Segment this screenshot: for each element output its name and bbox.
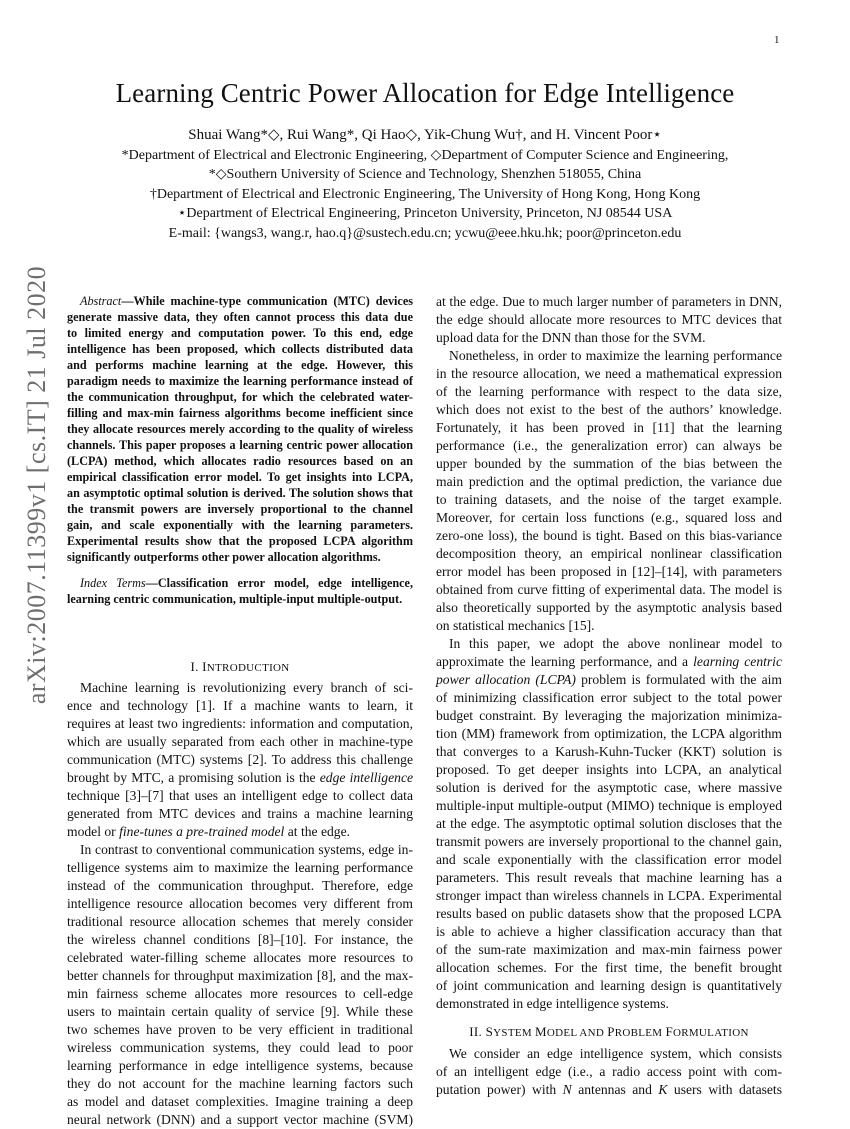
body-line: parameters. This result reveals that machine learning has a	[436, 870, 782, 885]
body-line: the wireless channel conditions [8]–[10]. For instance, the	[67, 932, 413, 947]
author-block	[60, 126, 790, 243]
abstract-line: they allocate resources merely according to the quality of wireless	[67, 422, 413, 436]
body-line: Nonetheless, in order to maximize the learning performance	[449, 348, 782, 363]
affiliation-4: ⋆Department of Electrical Engineering, Princeton University, Princeton, NJ 08544 USA	[177, 206, 673, 221]
section-heading-part: M	[535, 1024, 547, 1039]
abstract-line: gain, and scale exponentially with the learning parameters.	[67, 518, 413, 532]
page-number: 1	[774, 34, 780, 46]
body-line: min fairness scheme allocates more resources to cell-edge	[67, 986, 413, 1001]
body-line: on statistical mechanics [15].	[436, 618, 595, 633]
body-text: model or	[67, 824, 120, 839]
body-line: allocation schemes. For the first time, the benefit brought	[436, 960, 782, 975]
body-line: the edge should allocate more resources to MTC devices that	[436, 312, 782, 327]
body-line: Machine learning is revolutionizing every branch of sci-	[80, 680, 413, 695]
body-text: putation power) with	[436, 1082, 563, 1097]
author-names: Shuai Wang*◇, Rui Wang*, Qi Hao◇, Yik-Chung Wu†, and H. Vincent Poor⋆	[188, 127, 662, 143]
body-line: also theoretically supported by the asymptotic analysis based	[436, 600, 782, 615]
abstract-line: filling and max-min fairness algorithms become inefficient since	[67, 406, 413, 420]
section-heading-part: P	[607, 1024, 615, 1039]
arxiv-id: arXiv:2007.11399v1 [cs.IT] 21 Jul 2020	[22, 265, 51, 705]
index-terms-line	[67, 575, 413, 591]
section-heading-part: ROBLEM	[614, 1027, 666, 1039]
body-line: We consider an edge intelligence system, which consists	[449, 1046, 782, 1061]
abstract-line: Experimental results show that the proposed LCPA algorithm	[67, 534, 413, 548]
body-line	[436, 671, 782, 689]
body-line: decomposition theory, an empirical nonlinear classification	[436, 546, 782, 561]
body-text: brought by MTC, a promising solution is the	[67, 770, 320, 785]
body-line: generated from MTC devices and trains a machine learning	[67, 806, 413, 821]
abstract-label: Abstract	[80, 294, 122, 308]
body-line: demonstrated in edge intelligence systems.	[436, 996, 669, 1011]
body-line: requires at least two ingredients: information and computation,	[67, 716, 413, 731]
body-line: main prediction and the optimal prediction, the variance due	[436, 474, 782, 489]
abstract-line: empirical classification error model. To get insights into LCPA,	[67, 470, 413, 484]
body-text: users with datasets	[667, 1082, 782, 1097]
body-text: antennas and	[571, 1082, 659, 1097]
body-line: two schemes have proven to be very efficient in traditional	[67, 1022, 413, 1037]
right-column	[436, 293, 782, 1099]
section-heading-system-model	[436, 1023, 782, 1041]
body-line: intelligence resource allocation becomes very different from	[67, 896, 413, 911]
body-line: as model and dataset complexities. Imagine training a deep	[67, 1094, 413, 1109]
body-line: celebrated water-filling scheme allocates more resources to	[67, 950, 413, 965]
section-heading-rest: NTRODUCTION	[206, 662, 290, 674]
body-line: that converges to a Karush-Kuhn-Tucker (KKT) solution is	[436, 744, 782, 759]
section-heading-part: F	[665, 1024, 673, 1039]
body-line: In this paper, we adopt the above nonlinear model to	[449, 636, 782, 651]
index-terms-text: —Classification error model, edge intelligence,	[145, 576, 414, 590]
section-heading-part: II. S	[469, 1024, 494, 1039]
affiliation-1: *Department of Electrical and Electronic Engineering, ◇Department of Computer Science and Engineering,	[121, 147, 729, 163]
body-line: neural network (DNN) and a support vector machine (SVM)	[67, 1112, 413, 1127]
section-heading-part: YSTEM	[493, 1027, 536, 1039]
body-line: in the resource allocation, we need a mathematical expression	[436, 366, 782, 381]
math-variable: K	[658, 1082, 668, 1097]
body-line	[436, 653, 782, 671]
section-heading-part: ODEL AND	[546, 1027, 608, 1039]
section-heading-introduction	[67, 658, 413, 676]
affiliation-2: *◇Southern University of Science and Technology, Shenzhen 518055, China	[208, 167, 642, 182]
abstract-line: an asymptotic optimal solution is derived. The solution shows that	[67, 486, 413, 500]
body-line: to training datasets, and the noise of the target example.	[436, 492, 782, 507]
body-line: and scale exponentially with the classification error model	[436, 852, 782, 867]
section-heading-part: ORMULATION	[672, 1027, 749, 1039]
body-line: In contrast to conventional communication systems, edge in-	[80, 842, 413, 857]
math-variable: N	[562, 1082, 572, 1097]
body-line: is able to achieve a higher classification accuracy than that	[436, 924, 782, 939]
body-line: of joint communication and learning design is quantitatively	[436, 978, 782, 993]
body-line: instead of the communication throughput. Therefore, edge	[67, 878, 413, 893]
body-line: at the edge. The asymptotic optimal solution discloses that the	[436, 816, 782, 831]
body-line: of minimizing classification error subject to the total power	[436, 690, 782, 705]
body-line: better channels for throughput maximization [8], and the max-	[67, 968, 413, 983]
body-line	[67, 769, 413, 787]
abstract-line: (LCPA) method, which allocates radio resources based on an	[67, 454, 413, 468]
body-line: obtained from curve fitting of experimental data. The model is	[436, 582, 782, 597]
body-line: Moreover, for certain loss functions (e.g., squared loss and	[436, 510, 782, 525]
body-line: Fortunately, it has been proved in [11] that the learning	[436, 420, 782, 435]
body-line: which are usually separated from each other in machine-type	[67, 734, 413, 749]
body-line: of an intelligent edge (i.e., a radio access point with com-	[436, 1064, 782, 1079]
abstract-line: channels. This paper proposes a learning centric power allocation	[67, 438, 413, 452]
abstract-line: intelligence has been proposed, which collects distributed data	[67, 342, 413, 356]
abstract-line	[67, 293, 413, 309]
body-line: proposed. To get deeper insights into LCPA, an analytical	[436, 762, 782, 777]
body-line: wireless communication systems, they could lead to poor	[67, 1040, 413, 1055]
body-text: at the edge.	[284, 824, 351, 839]
body-line: of the sum-rate maximization and max-min fairness power	[436, 942, 782, 957]
body-line: traditional resource allocation schemes that merely consider	[67, 914, 413, 929]
body-line: telligence systems aim to maximize the learning performance	[67, 860, 413, 875]
body-line: users to maintain certain quality of service [9]. While these	[67, 1004, 413, 1019]
abstract-line: significantly outperforms other power allocation algorithms.	[67, 550, 381, 564]
body-line: zero-one loss), the bound is tight. Based on this bias-variance	[436, 528, 782, 543]
index-terms-label: Index Terms	[80, 576, 146, 590]
left-column	[67, 293, 413, 1129]
body-line: results based on public datasets show that the proposed LCPA	[436, 906, 782, 921]
paper-title: Learning Centric Power Allocation for Edge Intelligence	[115, 78, 735, 108]
abstract-text: —While machine-type communication (MTC) devices	[121, 294, 413, 308]
arxiv-stamp	[12, 265, 62, 705]
body-line: stronger impact than wireless channels in LCPA. Experimental	[436, 888, 782, 903]
body-line: upper bounded by the summation of the bias between the	[436, 456, 782, 471]
body-line: they do not account for the machine learning factors such	[67, 1076, 413, 1091]
index-terms-line: learning centric communication, multiple-input multiple-output.	[67, 592, 403, 606]
body-line: transmit powers are inversely proportional to the channel gain,	[436, 834, 782, 849]
body-text: problem is formulated with the aim	[575, 672, 782, 687]
abstract-line: and performs machine learning at the edge. However, this	[67, 358, 413, 372]
body-line: ence and technology [1]. If a machine wants to learn, it	[67, 698, 413, 713]
affiliation-3: †Department of Electrical and Electronic Engineering, The University of Hong Kong, Hong Kong	[149, 186, 701, 202]
body-line: communication (MTC) systems [2]. To address this challenge	[67, 752, 413, 767]
body-line: solution is derived for the asymptotic case, where massive	[436, 780, 782, 795]
author-emails: E-mail: {wangs3, wang.r, hao.q}@sustech.edu.cn; ycwu@eee.hku.hk; poor@princeton.edu	[168, 225, 682, 241]
section-heading-prefix: I. I	[190, 659, 207, 674]
emphasis-text: edge intelligence	[319, 770, 414, 785]
body-line: error model has been proposed in [12]–[14], with parameters	[436, 564, 782, 579]
body-line: performance (i.e., the generalization error) can always be	[436, 438, 782, 453]
body-text: approximate the learning performance, and a	[436, 654, 694, 669]
abstract-line: generate massive data, they often cannot process this data due	[67, 310, 413, 324]
body-line: which does not exist to the best of the authors’ knowledge.	[436, 402, 782, 417]
body-line: technique [3]–[7] that uses an intelligent edge to collect data	[67, 788, 413, 803]
body-line: upload data for the DNN than those for the SVM.	[436, 330, 706, 345]
emphasis-text: learning centric	[693, 654, 782, 669]
abstract-line: the communication throughput, for which the celebrated water-	[67, 390, 413, 404]
body-line: at the edge. Due to much larger number of parameters in DNN,	[436, 294, 782, 309]
abstract-line: to limited energy and computation power. To this end, edge	[67, 326, 413, 340]
body-line: learning performance in edge intelligence systems, because	[67, 1058, 413, 1073]
body-line	[67, 823, 413, 841]
emphasis-text: power allocation (LCPA)	[436, 672, 576, 687]
body-line: tion (MM) framework from optimization, the LCPA algorithm	[436, 726, 782, 741]
emphasis-text: fine-tunes a pre-trained model	[119, 824, 285, 839]
abstract-line: paradigm needs to maximize the learning performance instead of	[67, 374, 413, 388]
body-line	[436, 1081, 782, 1099]
abstract	[67, 293, 413, 607]
body-line: budget constraint. By leveraging the majorization minimiza-	[436, 708, 782, 723]
body-line: multiple-input multiple-output (MIMO) technique is employed	[436, 798, 782, 813]
abstract-line: the transmit powers are inversely proportional to the channel	[67, 502, 413, 516]
body-line: of the learning performance with respect to the data size,	[436, 384, 782, 399]
